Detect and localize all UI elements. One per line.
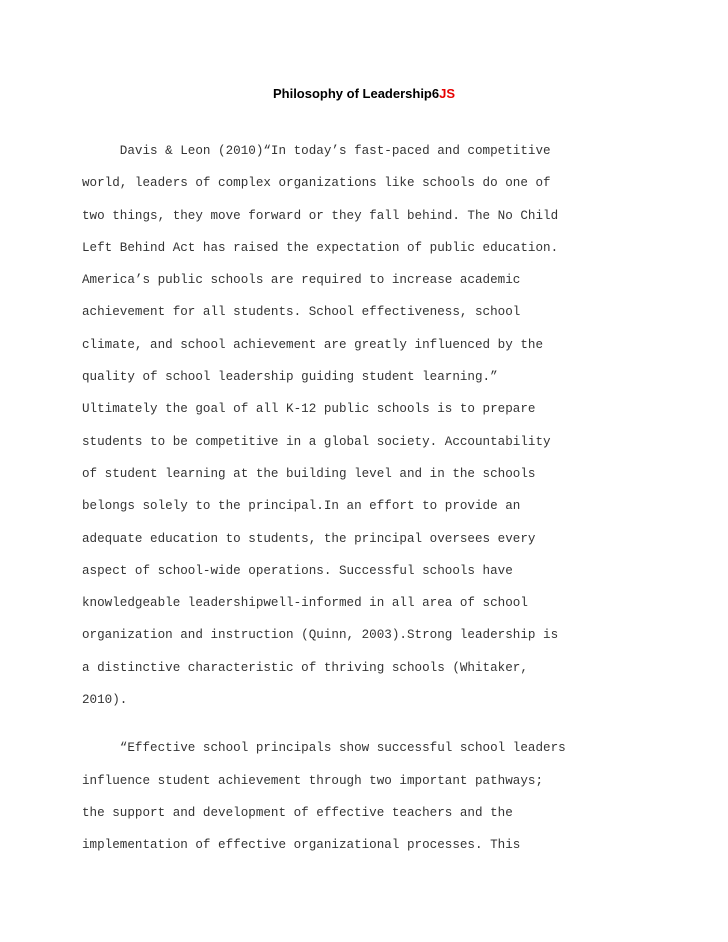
text-line: aspect of school-wide operations. Successful schools have — [82, 563, 513, 578]
text-line: adequate education to students, the principal oversees every — [82, 531, 536, 546]
text-line: “Effective school principals show successful school leaders — [82, 741, 566, 756]
title-mark: JS — [439, 86, 456, 101]
paragraph-2 — [82, 732, 662, 861]
text-line: world, leaders of complex organizations like schools do one of — [82, 176, 551, 191]
text-line: students to be competitive in a global society. Accountability — [82, 434, 551, 449]
text-line: belongs solely to the principal.In an effort to provide an — [82, 499, 521, 514]
text-line: knowledgeable leadershipwell-informed in all area of school — [82, 596, 528, 611]
text-line: Left Behind Act has raised the expectation of public education. — [82, 240, 559, 255]
paragraph-1 — [82, 135, 662, 716]
text-line: climate, and school achievement are greatly influenced by the — [82, 337, 544, 352]
text-line: Davis & Leon (2010)“In today’s fast-paced and competitive — [82, 144, 551, 158]
text-line: 2010). — [82, 693, 128, 708]
paragraph-gap — [82, 716, 662, 732]
document-body — [82, 135, 662, 862]
text-line: two things, they move forward or they fall behind. The No Child — [82, 208, 559, 223]
text-line: achievement for all students. School effectiveness, school — [82, 305, 521, 320]
text-line: organization and instruction (Quinn, 2003).Strong leadership is — [82, 628, 559, 643]
text-line: America’s public schools are required to increase academic — [82, 273, 521, 288]
text-line: a distinctive characteristic of thriving schools (Whitaker, — [82, 660, 528, 675]
text-line: Ultimately the goal of all K-12 public schools is to prepare — [82, 402, 536, 417]
text-line: the support and development of effective teachers and the — [82, 805, 513, 820]
text-line: of student learning at the building level and in the schools — [82, 466, 536, 481]
title-text: Philosophy of Leadership6 — [272, 86, 440, 101]
text-line: influence student achievement through two important pathways; — [82, 773, 544, 788]
text-line: quality of school leadership guiding student learning.” — [82, 370, 498, 385]
document-title — [0, 86, 728, 101]
text-line: implementation of effective organizational processes. This — [82, 838, 521, 853]
